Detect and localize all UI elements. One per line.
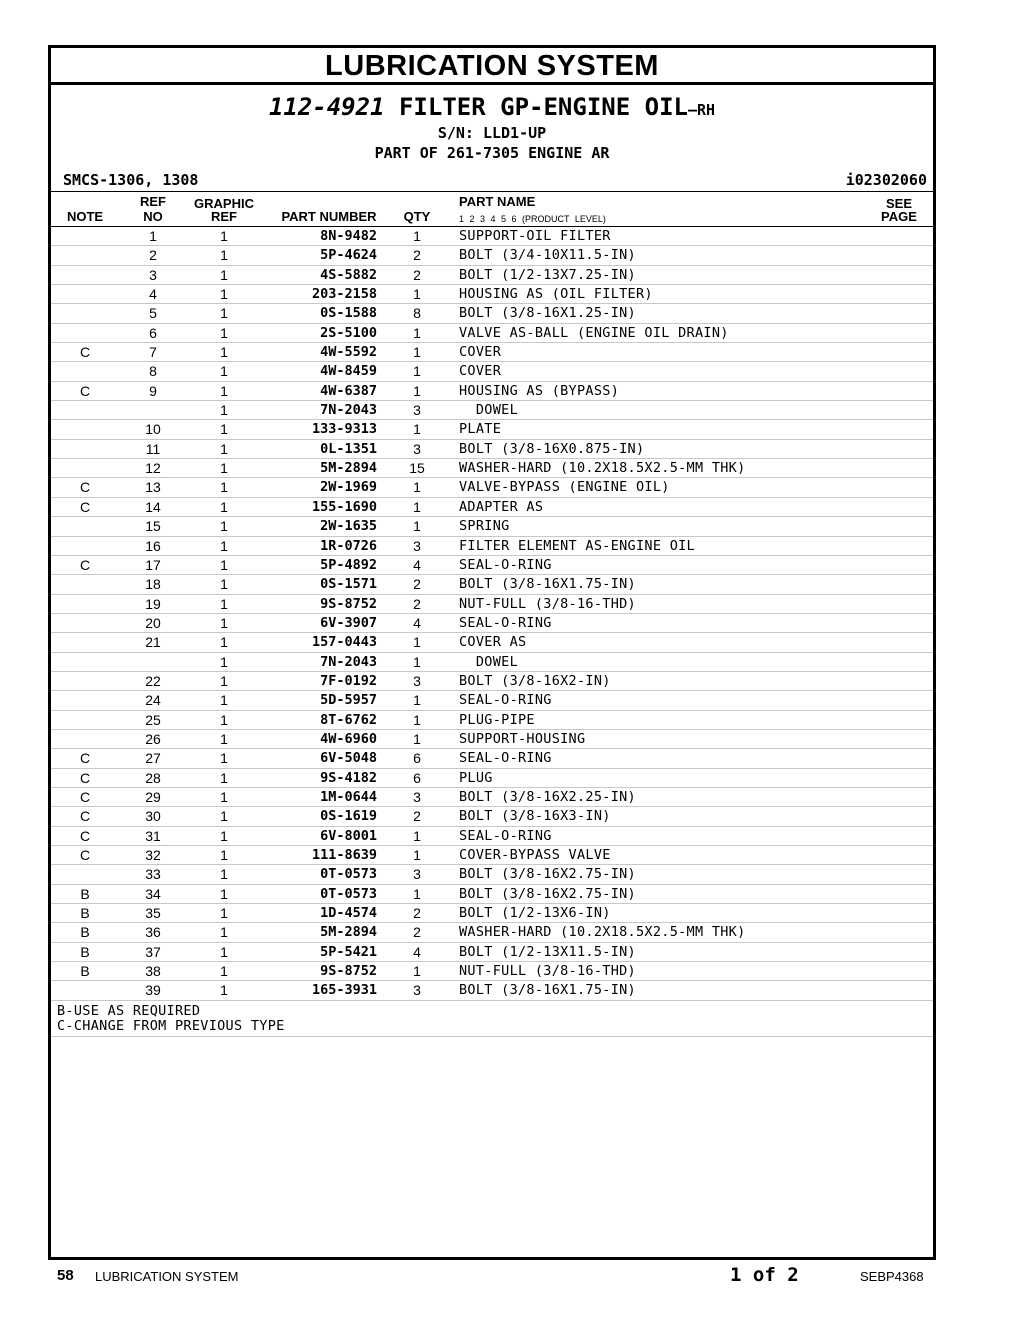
- ref-no-cell: 14: [145, 498, 161, 515]
- graphic-ref-cell: 1: [220, 460, 228, 477]
- note-cell: B: [80, 943, 90, 960]
- part-name-cell: COVER AS: [459, 634, 527, 651]
- table-row: [51, 285, 933, 304]
- smcs-code: SMCS-1306, 1308: [63, 171, 199, 189]
- table-row: [51, 556, 933, 575]
- graphic-ref-cell: 1: [220, 324, 228, 341]
- part-number-cell: 9S-4182: [320, 769, 377, 786]
- graphic-ref-cell: 1: [220, 614, 228, 631]
- header-graphic-ref: REF: [211, 209, 237, 224]
- part-name-cell: SEAL-O-RING: [459, 556, 552, 573]
- part-name-cell: BOLT (3/8-16X1.75-IN): [459, 982, 636, 999]
- table-row: [51, 962, 933, 981]
- part-number-cell: 4W-6960: [320, 730, 377, 747]
- note-cell: B: [80, 963, 90, 980]
- part-number-cell: 6V-8001: [320, 827, 377, 844]
- qty-cell: 4: [413, 556, 421, 573]
- graphic-ref-cell: 1: [220, 595, 228, 612]
- part-number-cell: 203-2158: [311, 286, 377, 303]
- graphic-ref-cell: 1: [220, 730, 228, 747]
- part-name-cell: BOLT (1/2-13X6-IN): [459, 905, 611, 922]
- graphic-ref-cell: 1: [220, 518, 228, 535]
- ref-no-cell: 26: [145, 730, 161, 747]
- ref-no-cell: 38: [145, 963, 161, 980]
- ref-no-cell: 25: [145, 711, 161, 728]
- qty-cell: 1: [413, 286, 421, 303]
- note-cell: C: [79, 498, 91, 515]
- qty-cell: 1: [413, 382, 421, 399]
- header-ref-top: REF: [140, 194, 166, 209]
- header-qty: QTY: [403, 209, 431, 224]
- ref-no-cell: 5: [149, 305, 157, 322]
- qty-cell: 1: [413, 730, 421, 747]
- note-cell: C: [79, 750, 91, 767]
- ref-no-cell: 31: [145, 827, 161, 844]
- graphic-ref-cell: 1: [220, 769, 228, 786]
- ref-no-cell: 12: [145, 460, 161, 477]
- table-row: [51, 711, 933, 730]
- part-number-cell: 5P-5421: [320, 943, 377, 960]
- part-number-cell: 0S-1619: [320, 808, 377, 825]
- part-name-cell: FILTER ELEMENT AS-ENGINE OIL: [459, 537, 695, 554]
- qty-cell: 2: [413, 266, 421, 283]
- smcs-line: [51, 169, 933, 191]
- section-title: LUBRICATION SYSTEM: [51, 48, 933, 85]
- graphic-ref-cell: 1: [220, 247, 228, 264]
- part-name-cell: DOWEL: [459, 402, 518, 419]
- part-number-cell: 0L-1351: [320, 440, 377, 457]
- parts-list-frame: [48, 45, 936, 1260]
- qty-cell: 2: [413, 247, 421, 264]
- part-number-cell: 1M-0644: [320, 788, 377, 805]
- ref-no-cell: 34: [145, 885, 161, 902]
- qty-cell: 4: [413, 943, 421, 960]
- notes-block: [51, 1001, 933, 1037]
- ref-no-cell: 13: [145, 479, 161, 496]
- graphic-ref-cell: 1: [220, 498, 228, 515]
- part-name-cell: SUPPORT-HOUSING: [459, 730, 586, 747]
- header-see-top: SEE: [885, 196, 912, 211]
- note-cell: C: [79, 827, 91, 844]
- ref-no-cell: 4: [149, 286, 157, 303]
- note-cell: C: [79, 556, 91, 573]
- graphic-ref-cell: 1: [220, 344, 228, 361]
- part-name-cell: WASHER-HARD (10.2X18.5X2.5-MM THK): [459, 460, 746, 477]
- part-name-cell: BOLT (3/8-16X2.75-IN): [459, 885, 636, 902]
- part-number-cell: 4W-8459: [320, 363, 377, 380]
- part-name-cell: BOLT (3/8-16X2.75-IN): [459, 866, 636, 883]
- note-cell: C: [79, 344, 91, 361]
- table-row: [51, 324, 933, 343]
- note-cell: B: [80, 924, 90, 941]
- part-number-cell: 8T-6762: [320, 711, 377, 728]
- table-row: [51, 304, 933, 323]
- part-name-cell: PLUG-PIPE: [459, 711, 535, 728]
- table-row: [51, 923, 933, 942]
- part-name-cell: ADAPTER AS: [459, 498, 544, 515]
- table-row: [51, 981, 933, 1000]
- ref-no-cell: 29: [145, 788, 161, 805]
- table-row: [51, 246, 933, 265]
- table-row: [51, 672, 933, 691]
- table-row: [51, 517, 933, 536]
- part-name-cell: VALVE AS-BALL (ENGINE OIL DRAIN): [459, 324, 729, 341]
- graphic-ref-cell: 1: [220, 750, 228, 767]
- part-number-cell: 9S-8752: [320, 595, 377, 612]
- table-header: [51, 191, 933, 227]
- ref-no-cell: 37: [145, 943, 161, 960]
- part-name-cell: COVER: [459, 363, 502, 380]
- qty-cell: 1: [413, 634, 421, 651]
- part-number-cell: 5M-2894: [320, 924, 377, 941]
- table-row: [51, 537, 933, 556]
- part-name-cell: COVER-BYPASS VALVE: [459, 847, 611, 863]
- part-name-cell: WASHER-HARD (10.2X18.5X2.5-MM THK): [459, 924, 746, 941]
- graphic-ref-cell: 1: [220, 634, 228, 651]
- ref-no-cell: 19: [145, 595, 161, 612]
- graphic-ref-cell: 1: [220, 402, 228, 419]
- part-number-cell: 0S-1571: [320, 576, 377, 593]
- header-note: NOTE: [66, 209, 104, 224]
- ref-no-cell: 39: [145, 982, 161, 999]
- part-number-cell: 5P-4624: [320, 247, 377, 264]
- qty-cell: 2: [413, 924, 421, 941]
- note-c: C-CHANGE FROM PREVIOUS TYPE: [57, 1017, 285, 1034]
- graphic-ref-cell: 1: [220, 866, 228, 883]
- part-name-cell: PLATE: [459, 421, 502, 438]
- part-number-cell: 0S-1588: [320, 305, 377, 322]
- part-name-cell: BOLT (1/2-13X7.25-IN): [459, 266, 636, 283]
- ref-no-cell: 6: [149, 324, 157, 341]
- graphic-ref-cell: 1: [220, 653, 228, 670]
- graphic-ref-cell: 1: [220, 440, 228, 457]
- graphic-ref-cell: 1: [220, 963, 228, 980]
- table-row: [51, 575, 933, 594]
- table-row: [51, 478, 933, 497]
- part-number-cell: 7F-0192: [320, 672, 377, 689]
- part-number-cell: 1D-4574: [320, 905, 377, 922]
- part-name-cell: NUT-FULL (3/8-16-THD): [459, 963, 636, 980]
- part-name-cell: BOLT (3/8-16X2.25-IN): [459, 788, 636, 805]
- graphic-ref-cell: 1: [220, 537, 228, 554]
- note-b: B-USE AS REQUIRED: [57, 1002, 201, 1019]
- ref-no-cell: 1: [149, 228, 157, 244]
- graphic-ref-cell: 1: [220, 286, 228, 303]
- graphic-ref-cell: 1: [220, 982, 228, 999]
- part-name-cell: SEAL-O-RING: [459, 692, 552, 709]
- part-name-cell: HOUSING AS (BYPASS): [459, 382, 620, 399]
- graphic-ref-cell: 1: [220, 827, 228, 844]
- ref-no-cell: 30: [145, 808, 161, 825]
- note-cell: C: [79, 769, 91, 786]
- table-row: [51, 749, 933, 768]
- table-row: [51, 653, 933, 672]
- table-row: [51, 382, 933, 401]
- part-name-cell: BOLT (3/4-10X11.5-IN): [459, 247, 636, 264]
- page-footer: [0, 1264, 1020, 1288]
- table-row: [51, 769, 933, 788]
- part-number-cell: 9S-8752: [320, 963, 377, 980]
- parts-table-body: [51, 227, 933, 1001]
- part-name-cell: SPRING: [459, 518, 510, 535]
- graphic-ref-cell: 1: [220, 924, 228, 941]
- graphic-ref-cell: 1: [220, 479, 228, 496]
- header-ref-no: NO: [143, 209, 163, 224]
- group-number: 112-4921: [268, 93, 385, 121]
- page-of: 1 of 2: [730, 1264, 799, 1286]
- qty-cell: 1: [413, 692, 421, 709]
- ref-no-cell: 20: [145, 614, 161, 631]
- graphic-ref-cell: 1: [220, 266, 228, 283]
- ref-no-cell: 15: [145, 518, 161, 535]
- part-name-cell: VALVE-BYPASS (ENGINE OIL): [459, 479, 670, 496]
- graphic-ref-cell: 1: [220, 788, 228, 805]
- part-number-cell: 4W-6387: [320, 382, 377, 399]
- serial-number: S/N: LLD1-UP: [437, 124, 547, 142]
- page-number: 58: [57, 1267, 74, 1284]
- part-number-cell: 4S-5882: [320, 266, 377, 283]
- part-number-cell: 7N-2043: [320, 402, 377, 419]
- qty-cell: 3: [413, 982, 421, 999]
- ref-no-cell: 10: [145, 421, 161, 438]
- qty-cell: 3: [413, 440, 421, 457]
- graphic-ref-cell: 1: [220, 576, 228, 593]
- qty-cell: 3: [413, 402, 421, 419]
- note-cell: C: [79, 479, 91, 496]
- qty-cell: 1: [413, 421, 421, 438]
- part-name-cell: SEAL-O-RING: [459, 750, 552, 767]
- table-row: [51, 614, 933, 633]
- part-name-cell: SEAL-O-RING: [459, 827, 552, 844]
- ref-no-cell: 28: [145, 769, 161, 786]
- part-number-cell: 5M-2894: [320, 460, 377, 477]
- part-number-cell: 4W-5592: [320, 344, 377, 361]
- part-name-cell: SEAL-O-RING: [459, 614, 552, 631]
- ref-no-cell: 8: [149, 363, 157, 380]
- qty-cell: 1: [413, 324, 421, 341]
- part-number-cell: 6V-3907: [320, 614, 377, 631]
- note-cell: C: [79, 847, 91, 863]
- table-row: [51, 730, 933, 749]
- graphic-ref-cell: 1: [220, 556, 228, 573]
- part-name-cell: DOWEL: [459, 653, 518, 670]
- ref-no-cell: 17: [145, 556, 161, 573]
- qty-cell: 6: [413, 769, 421, 786]
- part-name-cell: SUPPORT-OIL FILTER: [459, 228, 611, 244]
- qty-cell: 1: [413, 344, 421, 361]
- table-row: [51, 362, 933, 381]
- ref-no-cell: 18: [145, 576, 161, 593]
- part-number-cell: 133-9313: [311, 421, 377, 438]
- ref-no-cell: 35: [145, 905, 161, 922]
- note-cell: C: [79, 788, 91, 805]
- qty-cell: 3: [413, 537, 421, 554]
- doc-number: SEBP4368: [860, 1269, 924, 1284]
- footer-section: LUBRICATION SYSTEM: [95, 1269, 239, 1284]
- ref-no-cell: 36: [145, 924, 161, 941]
- ref-no-cell: 16: [145, 537, 161, 554]
- table-row: [51, 498, 933, 517]
- graphic-ref-cell: 1: [220, 943, 228, 960]
- qty-cell: 1: [413, 518, 421, 535]
- group-name: FILTER GP-ENGINE OIL: [384, 93, 688, 121]
- table-row: [51, 691, 933, 710]
- header-graphic-top: GRAPHIC: [194, 196, 254, 211]
- qty-cell: 4: [413, 614, 421, 631]
- ref-no-cell: 27: [145, 750, 161, 767]
- qty-cell: 1: [413, 479, 421, 496]
- part-number-cell: 0T-0573: [320, 866, 377, 883]
- table-row: [51, 807, 933, 826]
- table-row: [51, 595, 933, 614]
- table-row: [51, 459, 933, 478]
- graphic-ref-cell: 1: [220, 421, 228, 438]
- ref-no-cell: 7: [149, 344, 157, 361]
- part-number-cell: 1R-0726: [320, 537, 377, 554]
- part-number-cell: 2S-5100: [320, 324, 377, 341]
- note-cell: B: [80, 905, 90, 922]
- table-row: [51, 440, 933, 459]
- part-name-cell: BOLT (3/8-16X2-IN): [459, 672, 611, 689]
- qty-cell: 1: [413, 847, 421, 863]
- part-number-cell: 2W-1635: [320, 518, 377, 535]
- note-cell: B: [80, 885, 90, 902]
- graphic-ref-cell: 1: [220, 228, 228, 244]
- graphic-ref-cell: 1: [220, 692, 228, 709]
- ref-no-cell: 22: [145, 672, 161, 689]
- table-row: [51, 904, 933, 923]
- ref-no-cell: 2: [149, 247, 157, 264]
- group-title: [51, 94, 933, 123]
- part-name-cell: COVER: [459, 344, 502, 361]
- part-number-cell: 165-3931: [311, 982, 377, 999]
- table-row: [51, 266, 933, 285]
- table-row: [51, 420, 933, 439]
- part-name-cell: BOLT (3/8-16X0.875-IN): [459, 440, 645, 457]
- qty-cell: 3: [413, 866, 421, 883]
- qty-cell: 1: [413, 498, 421, 515]
- qty-cell: 2: [413, 576, 421, 593]
- note-cell: C: [79, 382, 91, 399]
- graphic-ref-cell: 1: [220, 847, 228, 863]
- part-number-cell: 8N-9482: [320, 228, 377, 244]
- part-number-cell: 155-1690: [311, 498, 377, 515]
- qty-cell: 3: [413, 672, 421, 689]
- qty-cell: 1: [413, 653, 421, 670]
- part-number-cell: 111-8639: [311, 847, 377, 863]
- part-name-cell: PLUG: [459, 769, 493, 786]
- graphic-ref-cell: 1: [220, 382, 228, 399]
- part-number-cell: 157-0443: [311, 634, 377, 651]
- table-row: [51, 827, 933, 846]
- qty-cell: 1: [413, 711, 421, 728]
- table-row: [51, 343, 933, 362]
- qty-cell: 8: [413, 305, 421, 322]
- qty-cell: 1: [413, 963, 421, 980]
- header-see-page: PAGE: [881, 209, 917, 224]
- qty-cell: 2: [413, 905, 421, 922]
- doc-id: i02302060: [845, 171, 927, 189]
- qty-cell: 1: [413, 827, 421, 844]
- graphic-ref-cell: 1: [220, 363, 228, 380]
- table-row: [51, 227, 933, 246]
- part-name-cell: BOLT (3/8-16X1.75-IN): [459, 576, 636, 593]
- ref-no-cell: 11: [145, 440, 161, 457]
- note-cell: C: [79, 808, 91, 825]
- qty-cell: 15: [409, 460, 425, 477]
- qty-cell: 2: [413, 808, 421, 825]
- ref-no-cell: 21: [145, 634, 161, 651]
- graphic-ref-cell: 1: [220, 305, 228, 322]
- table-row: [51, 943, 933, 962]
- header-part-number: PART NUMBER: [281, 209, 377, 224]
- graphic-ref-cell: 1: [220, 808, 228, 825]
- header-part-name: PART NAME: [459, 194, 536, 209]
- ref-no-cell: 9: [149, 382, 157, 399]
- part-name-cell: BOLT (1/2-13X11.5-IN): [459, 943, 636, 960]
- graphic-ref-cell: 1: [220, 905, 228, 922]
- graphic-ref-cell: 1: [220, 711, 228, 728]
- table-row: [51, 885, 933, 904]
- qty-cell: 1: [413, 363, 421, 380]
- part-of: PART OF 261-7305 ENGINE AR: [374, 144, 610, 162]
- group-suffix: —RH: [687, 101, 716, 119]
- qty-cell: 2: [413, 595, 421, 612]
- part-name-cell: BOLT (3/8-16X3-IN): [459, 808, 611, 825]
- part-name-cell: HOUSING AS (OIL FILTER): [459, 286, 653, 303]
- part-number-cell: 2W-1969: [320, 479, 377, 496]
- qty-cell: 3: [413, 788, 421, 805]
- ref-no-cell: 24: [145, 692, 161, 709]
- ref-no-cell: 32: [145, 847, 161, 863]
- table-row: [51, 788, 933, 807]
- qty-cell: 1: [413, 228, 421, 244]
- graphic-ref-cell: 1: [220, 672, 228, 689]
- part-number-cell: 6V-5048: [320, 750, 377, 767]
- header-product-level: 1 2 3 4 5 6 (PRODUCT LEVEL): [459, 214, 606, 224]
- table-row: [51, 633, 933, 652]
- qty-cell: 1: [413, 885, 421, 902]
- ref-no-cell: 33: [145, 866, 161, 883]
- table-row: [51, 846, 933, 865]
- graphic-ref-cell: 1: [220, 885, 228, 902]
- part-number-cell: 5P-4892: [320, 556, 377, 573]
- table-row: [51, 401, 933, 420]
- part-number-cell: 7N-2043: [320, 653, 377, 670]
- part-number-cell: 5D-5957: [320, 692, 377, 709]
- table-row: [51, 865, 933, 884]
- part-name-cell: BOLT (3/8-16X1.25-IN): [459, 305, 636, 322]
- part-number-cell: 0T-0573: [320, 885, 377, 902]
- ref-no-cell: 3: [149, 266, 157, 283]
- part-name-cell: NUT-FULL (3/8-16-THD): [459, 595, 636, 612]
- qty-cell: 6: [413, 750, 421, 767]
